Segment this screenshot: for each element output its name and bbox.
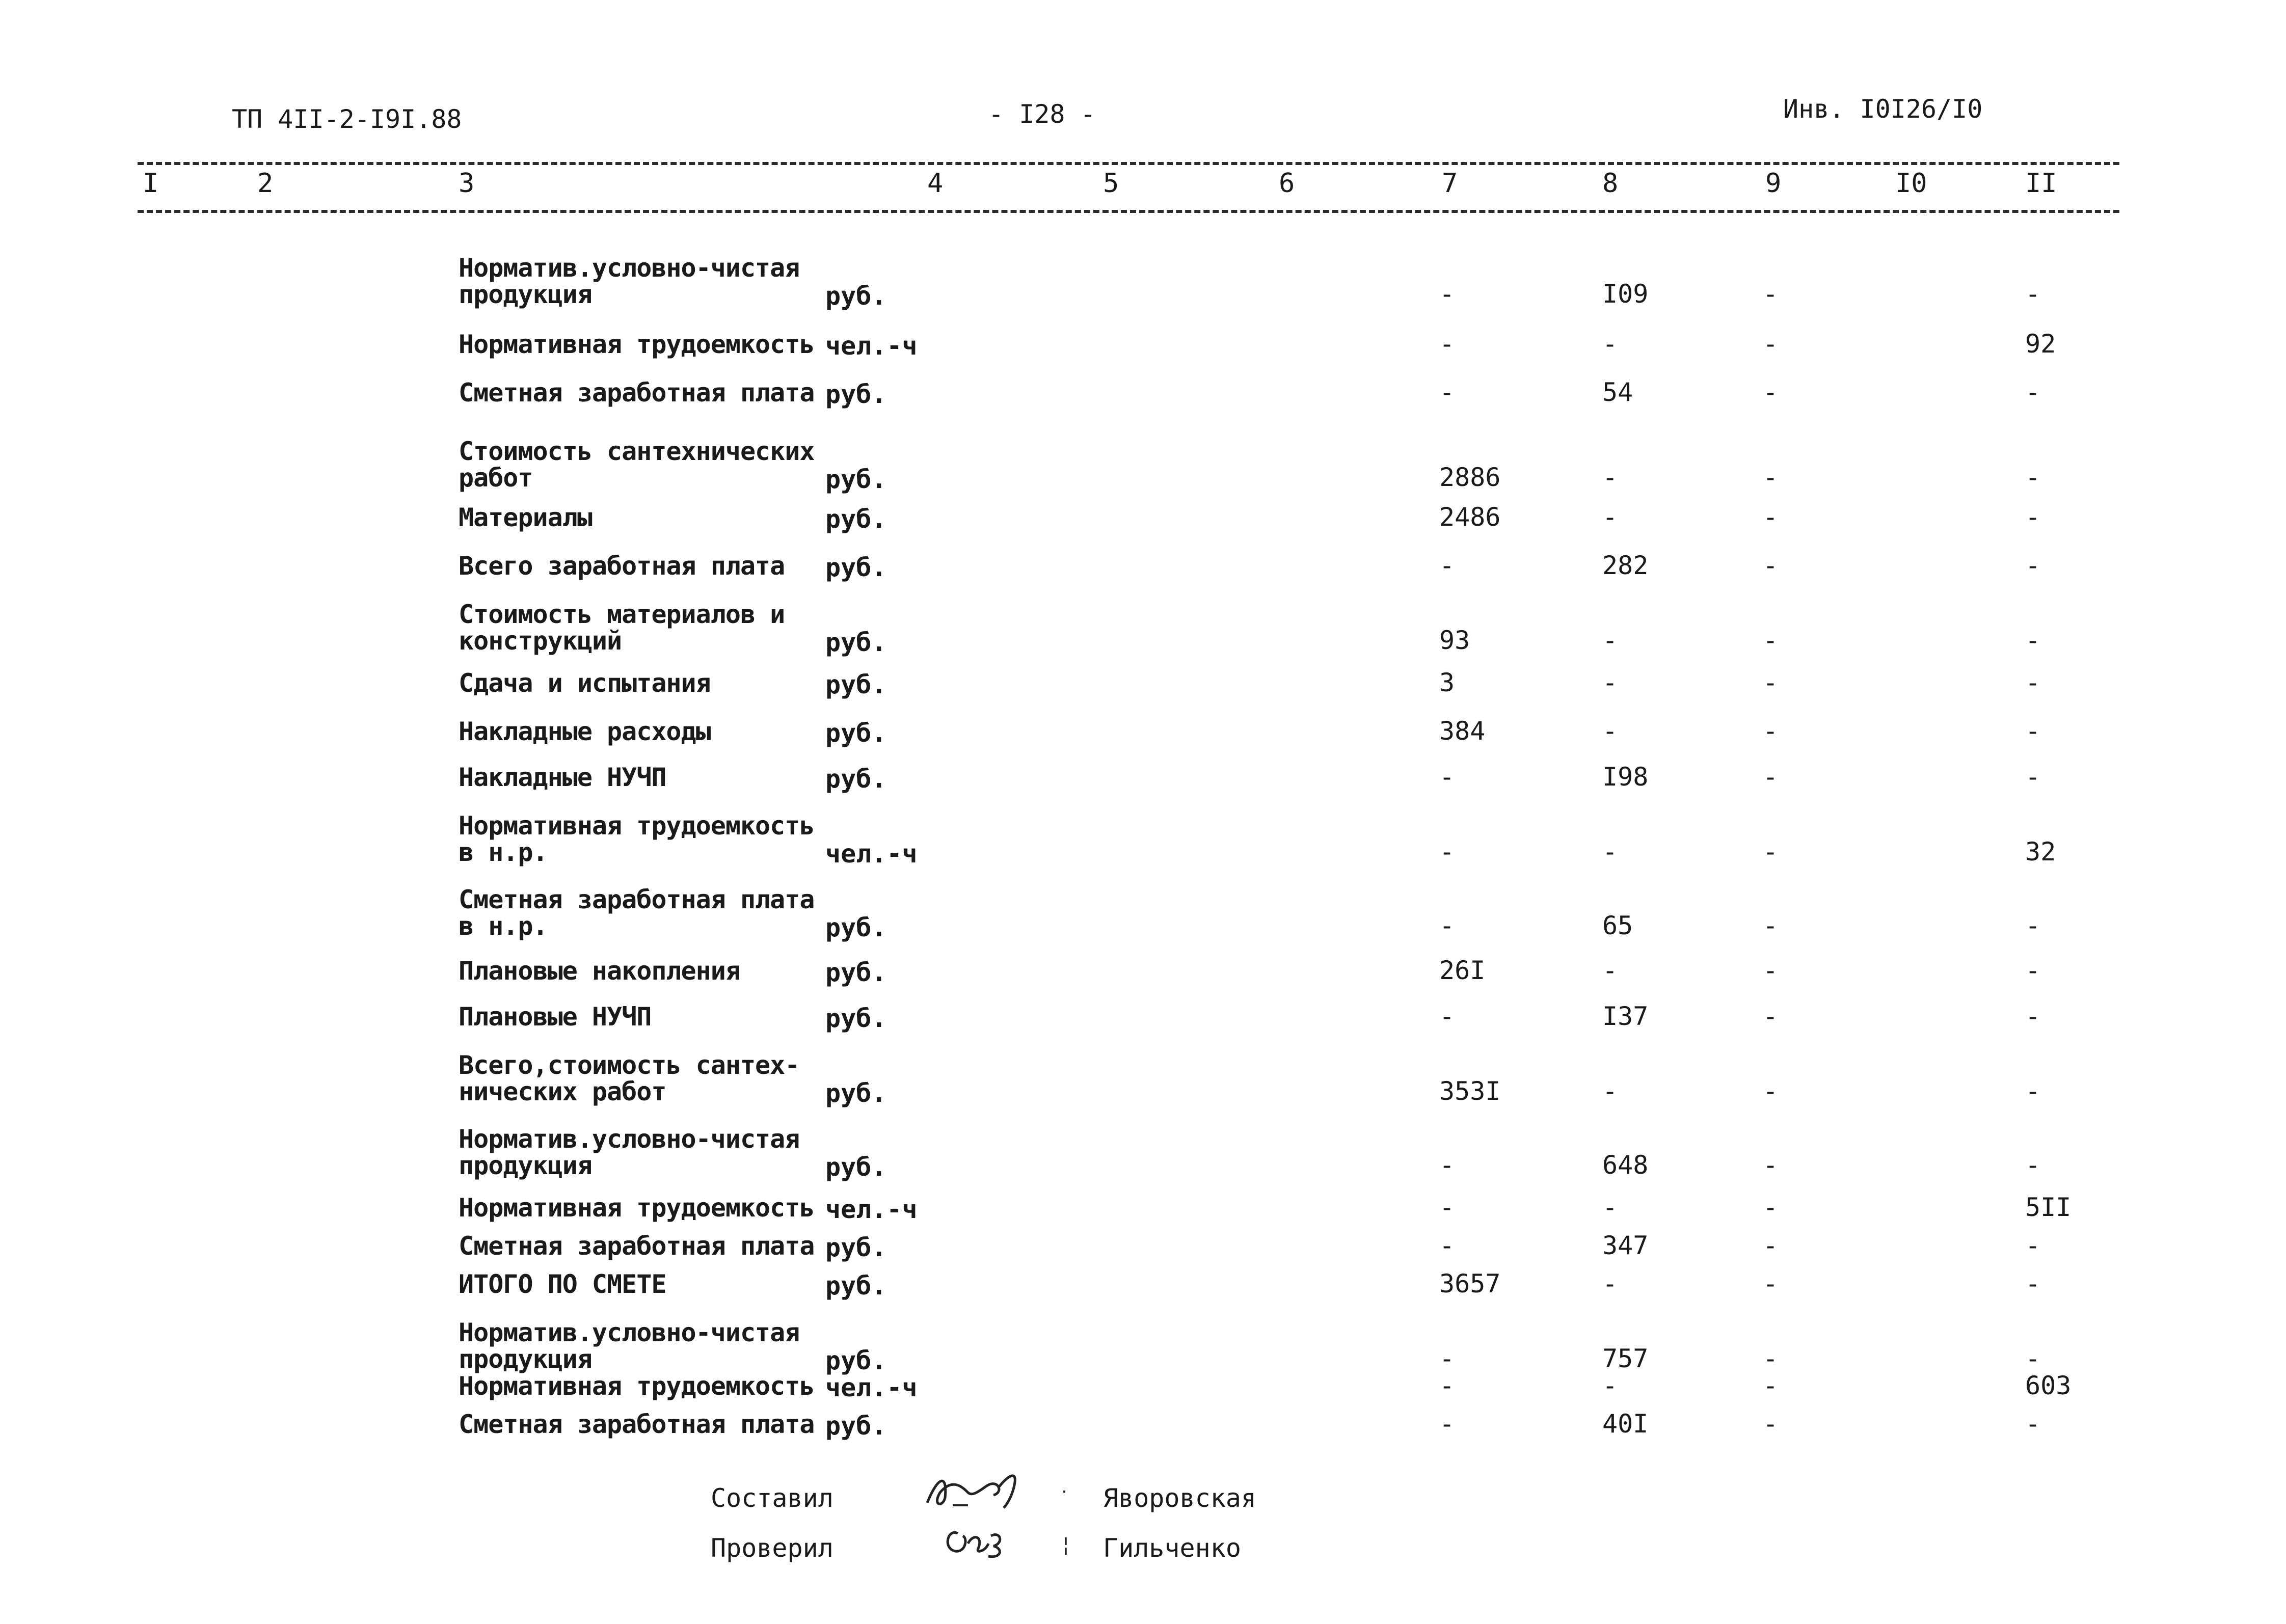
row-unit: руб. bbox=[825, 718, 887, 748]
cell-col-8: I98 bbox=[1602, 762, 1649, 792]
cell-col-11: - bbox=[2025, 1344, 2041, 1373]
row-unit: чел.-ч bbox=[825, 839, 918, 869]
composed-signature bbox=[917, 1457, 1029, 1518]
composed-by-name: Яворовская bbox=[1103, 1483, 1257, 1513]
cell-col-8: 282 bbox=[1602, 551, 1649, 580]
cell-col-7: 2886 bbox=[1439, 463, 1501, 492]
row-unit: чел.-ч bbox=[825, 1195, 918, 1224]
cell-col-8: 40I bbox=[1602, 1409, 1649, 1439]
cell-col-7: 384 bbox=[1439, 716, 1486, 746]
cell-col-9: - bbox=[1763, 1150, 1779, 1180]
cell-col-8: 347 bbox=[1602, 1231, 1649, 1260]
cell-col-9: - bbox=[1763, 329, 1779, 359]
cell-col-8: - bbox=[1602, 626, 1618, 655]
page-number: - I28 - bbox=[988, 99, 1096, 129]
cell-col-11: - bbox=[2025, 1076, 2041, 1106]
row-unit: чел.-ч bbox=[825, 331, 918, 361]
cell-col-7: 3 bbox=[1439, 668, 1455, 697]
row-name: Всего заработная плата bbox=[459, 551, 785, 581]
row-unit: руб. bbox=[825, 1411, 887, 1441]
cell-col-7: - bbox=[1439, 1231, 1455, 1260]
row-name: Сметная заработная плата в н.р. bbox=[459, 885, 815, 941]
cell-col-9: - bbox=[1763, 463, 1779, 492]
cell-col-7: 353I bbox=[1439, 1076, 1501, 1106]
cell-col-7: 3657 bbox=[1439, 1269, 1501, 1298]
cell-col-11: - bbox=[2025, 502, 2041, 532]
cell-col-8: 65 bbox=[1602, 911, 1633, 940]
row-name: Сдача и испытания bbox=[459, 668, 711, 698]
cell-col-9: - bbox=[1763, 1371, 1779, 1400]
cell-col-7: - bbox=[1439, 279, 1455, 309]
cell-col-9: - bbox=[1763, 502, 1779, 532]
cell-col-11: - bbox=[2025, 1231, 2041, 1260]
cell-col-7: - bbox=[1439, 1002, 1455, 1031]
cell-col-8: 54 bbox=[1602, 377, 1633, 407]
row-name: Норматив.условно-чистая продукция bbox=[459, 1124, 800, 1180]
row-unit: руб. bbox=[825, 1346, 887, 1375]
cell-col-7: - bbox=[1439, 1150, 1455, 1180]
cell-col-7: - bbox=[1439, 551, 1455, 580]
cell-col-8: I09 bbox=[1602, 279, 1649, 309]
cell-col-8: - bbox=[1602, 1371, 1618, 1400]
cell-col-11: - bbox=[2025, 463, 2041, 492]
column-number-7: 7 bbox=[1442, 168, 1458, 199]
checked-by-name: Гильченко bbox=[1103, 1533, 1241, 1563]
cell-col-9: - bbox=[1763, 1344, 1779, 1373]
cell-col-11: - bbox=[2025, 626, 2041, 655]
cell-col-11: - bbox=[2025, 1269, 2041, 1298]
row-name: Стоимость материалов и конструкций bbox=[459, 600, 785, 656]
row-name: Нормативная трудоемкость bbox=[459, 1371, 815, 1401]
checked-by-label: Проверил bbox=[711, 1533, 833, 1563]
row-unit: руб. bbox=[825, 281, 887, 311]
row-unit: руб. bbox=[825, 553, 887, 582]
row-name: Плановые НУЧП bbox=[459, 1002, 652, 1032]
column-number-10: I0 bbox=[1895, 168, 1927, 199]
cell-col-8: - bbox=[1602, 1269, 1618, 1298]
cell-col-8: 757 bbox=[1602, 1344, 1649, 1373]
cell-col-9: - bbox=[1763, 377, 1779, 407]
column-number-5: 5 bbox=[1103, 168, 1119, 199]
column-number-2: 2 bbox=[257, 168, 274, 199]
document-code: ТП 4II-2-I9I.88 bbox=[232, 104, 462, 134]
row-unit: руб. bbox=[825, 465, 887, 494]
cell-col-7: - bbox=[1439, 1193, 1455, 1222]
cell-col-8: I37 bbox=[1602, 1002, 1649, 1031]
cell-col-7: - bbox=[1439, 837, 1455, 867]
inventory-number: Инв. I0I26/I0 bbox=[1783, 94, 1983, 124]
cell-col-9: - bbox=[1763, 1231, 1779, 1260]
header-rule-bottom bbox=[138, 210, 2119, 213]
row-unit: руб. bbox=[825, 1271, 887, 1301]
row-unit: руб. bbox=[825, 670, 887, 699]
cell-col-7: 93 bbox=[1439, 626, 1470, 655]
cell-col-11: - bbox=[2025, 911, 2041, 940]
cell-col-11: - bbox=[2025, 551, 2041, 580]
cell-col-7: - bbox=[1439, 1371, 1455, 1400]
cell-col-11: - bbox=[2025, 279, 2041, 309]
cell-col-8: 648 bbox=[1602, 1150, 1649, 1180]
cell-col-9: - bbox=[1763, 279, 1779, 309]
cell-col-11: 5II bbox=[2025, 1193, 2072, 1222]
cell-col-8: - bbox=[1602, 463, 1618, 492]
cell-col-7: - bbox=[1439, 1409, 1455, 1439]
cell-col-8: - bbox=[1602, 956, 1618, 985]
row-name: Всего,стоимость сантех- нических работ bbox=[459, 1050, 800, 1106]
cell-col-11: - bbox=[2025, 762, 2041, 792]
row-unit: руб. bbox=[825, 1152, 887, 1182]
row-name: Нормативная трудоемкость bbox=[459, 330, 815, 359]
column-number-11: II bbox=[2025, 168, 2057, 199]
cell-col-9: - bbox=[1763, 1076, 1779, 1106]
cell-col-9: - bbox=[1763, 1193, 1779, 1222]
column-number-6: 6 bbox=[1279, 168, 1295, 199]
cell-col-8: - bbox=[1602, 1193, 1618, 1222]
composed-separator: · bbox=[1060, 1483, 1069, 1501]
checked-signature bbox=[937, 1513, 1019, 1564]
row-unit: руб. bbox=[825, 913, 887, 942]
column-number-8: 8 bbox=[1602, 168, 1619, 199]
cell-col-9: - bbox=[1763, 911, 1779, 940]
cell-col-9: - bbox=[1763, 551, 1779, 580]
cell-col-7: - bbox=[1439, 911, 1455, 940]
cell-col-11: - bbox=[2025, 668, 2041, 697]
column-number-4: 4 bbox=[927, 168, 944, 199]
cell-col-11: 32 bbox=[2025, 837, 2056, 867]
header-rule-top bbox=[138, 162, 2119, 165]
row-name: ИТОГО ПО СМЕТЕ bbox=[459, 1269, 666, 1299]
cell-col-9: - bbox=[1763, 1409, 1779, 1439]
cell-col-11: - bbox=[2025, 1409, 2041, 1439]
cell-col-7: - bbox=[1439, 1344, 1455, 1373]
cell-col-9: - bbox=[1763, 762, 1779, 792]
row-unit: руб. bbox=[825, 1004, 887, 1033]
cell-col-8: - bbox=[1602, 716, 1618, 746]
column-number-9: 9 bbox=[1765, 168, 1782, 199]
cell-col-8: - bbox=[1602, 668, 1618, 697]
row-name: Нормативная трудоемкость в н.р. bbox=[459, 811, 815, 867]
row-name: Сметная заработная плата bbox=[459, 1410, 815, 1439]
row-name: Норматив.условно-чистая продукция bbox=[459, 253, 800, 309]
cell-col-9: - bbox=[1763, 626, 1779, 655]
row-name: Сметная заработная плата bbox=[459, 378, 815, 408]
row-unit: чел.-ч bbox=[825, 1373, 918, 1402]
cell-col-11: - bbox=[2025, 956, 2041, 985]
cell-col-8: - bbox=[1602, 837, 1618, 867]
row-name: Нормативная трудоемкость bbox=[459, 1193, 815, 1223]
cell-col-11: 603 bbox=[2025, 1371, 2072, 1400]
cell-col-11: - bbox=[2025, 377, 2041, 407]
row-unit: руб. bbox=[825, 628, 887, 657]
row-name: Плановые накопления bbox=[459, 956, 740, 986]
cell-col-8: - bbox=[1602, 329, 1618, 359]
row-name: Стоимость сантехнических работ bbox=[459, 437, 815, 493]
cell-col-7: 26I bbox=[1439, 956, 1486, 985]
cell-col-7: - bbox=[1439, 329, 1455, 359]
cell-col-11: - bbox=[2025, 1002, 2041, 1031]
cell-col-7: - bbox=[1439, 762, 1455, 792]
cell-col-9: - bbox=[1763, 716, 1779, 746]
row-name: Материалы bbox=[459, 503, 592, 532]
checked-separator: ¦ bbox=[1060, 1533, 1072, 1557]
cell-col-7: - bbox=[1439, 377, 1455, 407]
row-name: Накладные НУЧП bbox=[459, 763, 666, 792]
column-number-3: 3 bbox=[459, 168, 475, 199]
cell-col-9: - bbox=[1763, 1002, 1779, 1031]
cell-col-9: - bbox=[1763, 956, 1779, 985]
row-name: Накладные расходы bbox=[459, 717, 711, 746]
cell-col-11: - bbox=[2025, 716, 2041, 746]
cell-col-9: - bbox=[1763, 1269, 1779, 1298]
cell-col-8: - bbox=[1602, 502, 1618, 532]
row-unit: руб. bbox=[825, 1233, 887, 1262]
cell-col-9: - bbox=[1763, 837, 1779, 867]
row-name: Норматив.условно-чистая продукция bbox=[459, 1318, 800, 1374]
composed-by-label: Составил bbox=[711, 1483, 833, 1513]
cell-col-9: - bbox=[1763, 668, 1779, 697]
cell-col-11: 92 bbox=[2025, 329, 2056, 359]
cell-col-8: - bbox=[1602, 1076, 1618, 1106]
cell-col-11: - bbox=[2025, 1150, 2041, 1180]
row-unit: руб. bbox=[825, 764, 887, 794]
row-unit: руб. bbox=[825, 504, 887, 534]
column-number-1: I bbox=[143, 168, 159, 199]
row-unit: руб. bbox=[825, 1078, 887, 1108]
row-unit: руб. bbox=[825, 380, 887, 409]
row-name: Сметная заработная плата bbox=[459, 1231, 815, 1261]
cell-col-7: 2486 bbox=[1439, 502, 1501, 532]
row-unit: руб. bbox=[825, 958, 887, 987]
